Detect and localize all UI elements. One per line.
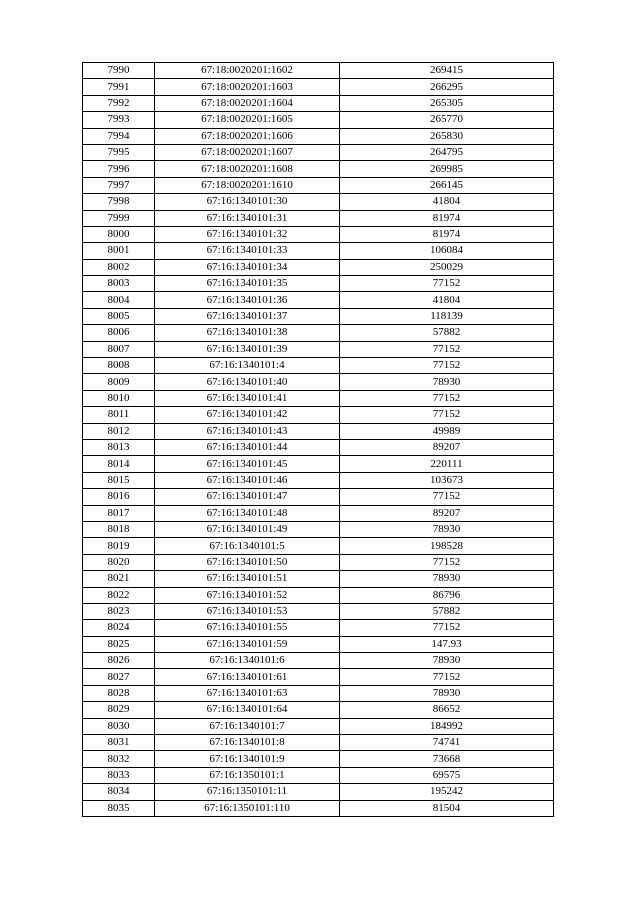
row-number-cell: 7993	[83, 112, 155, 128]
table-row	[83, 194, 554, 210]
value-cell: 77152	[340, 554, 554, 570]
row-number-cell: 8009	[83, 374, 155, 390]
value-cell: 78930	[340, 521, 554, 537]
cadastral-number-cell: 67:16:1340101:63	[155, 685, 340, 701]
cadastral-number-cell: 67:16:1340101:41	[155, 390, 340, 406]
cadastral-number-cell: 67:18:0020201:1602	[155, 63, 340, 79]
row-number-cell: 8019	[83, 538, 155, 554]
value-cell: 269985	[340, 161, 554, 177]
cadastral-number-cell: 67:18:0020201:1610	[155, 177, 340, 193]
cadastral-number-cell: 67:16:1340101:53	[155, 603, 340, 619]
table-row	[83, 653, 554, 669]
value-cell: 41804	[340, 292, 554, 308]
cadastral-number-cell: 67:16:1340101:42	[155, 407, 340, 423]
table-row	[83, 374, 554, 390]
cadastral-number-cell: 67:16:1340101:55	[155, 620, 340, 636]
row-number-cell: 7999	[83, 210, 155, 226]
value-cell: 106084	[340, 243, 554, 259]
row-number-cell: 8002	[83, 259, 155, 275]
table-row	[83, 505, 554, 521]
row-number-cell: 7997	[83, 177, 155, 193]
cadastral-number-cell: 67:16:1340101:38	[155, 325, 340, 341]
value-cell: 118139	[340, 308, 554, 324]
value-cell: 264795	[340, 144, 554, 160]
table-row	[83, 767, 554, 783]
row-number-cell: 8016	[83, 489, 155, 505]
cadastral-number-cell: 67:16:1340101:30	[155, 194, 340, 210]
row-number-cell: 7991	[83, 79, 155, 95]
value-cell: 78930	[340, 374, 554, 390]
table-row	[83, 554, 554, 570]
cadastral-number-cell: 67:16:1340101:43	[155, 423, 340, 439]
table-row	[83, 95, 554, 111]
table-body	[83, 63, 554, 817]
value-cell: 103673	[340, 472, 554, 488]
row-number-cell: 8026	[83, 653, 155, 669]
value-cell: 41804	[340, 194, 554, 210]
table-row	[83, 161, 554, 177]
row-number-cell: 8006	[83, 325, 155, 341]
table-row	[83, 439, 554, 455]
row-number-cell: 8021	[83, 571, 155, 587]
row-number-cell: 7990	[83, 63, 155, 79]
cadastral-number-cell: 67:16:1340101:49	[155, 521, 340, 537]
cadastral-number-cell: 67:18:0020201:1607	[155, 144, 340, 160]
row-number-cell: 8022	[83, 587, 155, 603]
value-cell: 57882	[340, 325, 554, 341]
value-cell: 78930	[340, 571, 554, 587]
value-cell: 86652	[340, 702, 554, 718]
table-row	[83, 489, 554, 505]
row-number-cell: 8017	[83, 505, 155, 521]
row-number-cell: 8024	[83, 620, 155, 636]
table-row	[83, 735, 554, 751]
value-cell: 77152	[340, 358, 554, 374]
row-number-cell: 8001	[83, 243, 155, 259]
table-row	[83, 128, 554, 144]
cadastral-number-cell: 67:16:1350101:11	[155, 784, 340, 800]
cadastral-number-cell: 67:16:1340101:32	[155, 226, 340, 242]
cadastral-number-cell: 67:16:1340101:34	[155, 259, 340, 275]
table-row	[83, 79, 554, 95]
table-row	[83, 456, 554, 472]
cadastral-number-cell: 67:16:1340101:44	[155, 439, 340, 455]
cadastral-number-cell: 67:16:1340101:31	[155, 210, 340, 226]
cadastral-number-cell: 67:16:1340101:37	[155, 308, 340, 324]
value-cell: 77152	[340, 407, 554, 423]
value-cell: 77152	[340, 669, 554, 685]
row-number-cell: 7996	[83, 161, 155, 177]
value-cell: 266295	[340, 79, 554, 95]
table-row	[83, 620, 554, 636]
row-number-cell: 8013	[83, 439, 155, 455]
value-cell: 81974	[340, 226, 554, 242]
row-number-cell: 8023	[83, 603, 155, 619]
cadastral-number-cell: 67:16:1340101:7	[155, 718, 340, 734]
row-number-cell: 7992	[83, 95, 155, 111]
row-number-cell: 8035	[83, 800, 155, 816]
value-cell: 57882	[340, 603, 554, 619]
table-row	[83, 63, 554, 79]
table-row	[83, 538, 554, 554]
cadastral-number-cell: 67:16:1340101:59	[155, 636, 340, 652]
value-cell: 184992	[340, 718, 554, 734]
row-number-cell: 8030	[83, 718, 155, 734]
cadastral-number-cell: 67:16:1340101:6	[155, 653, 340, 669]
cadastral-number-cell: 67:16:1340101:47	[155, 489, 340, 505]
value-cell: 250029	[340, 259, 554, 275]
table-row	[83, 407, 554, 423]
table-row	[83, 112, 554, 128]
cadastral-number-cell: 67:16:1350101:1	[155, 767, 340, 783]
row-number-cell: 7994	[83, 128, 155, 144]
value-cell: 69575	[340, 767, 554, 783]
value-cell: 49989	[340, 423, 554, 439]
value-cell: 77152	[340, 489, 554, 505]
row-number-cell: 8029	[83, 702, 155, 718]
cadastral-number-cell: 67:16:1340101:45	[155, 456, 340, 472]
value-cell: 198528	[340, 538, 554, 554]
row-number-cell: 8012	[83, 423, 155, 439]
table-row	[83, 636, 554, 652]
row-number-cell: 8000	[83, 226, 155, 242]
cadastral-number-cell: 67:16:1340101:40	[155, 374, 340, 390]
value-cell: 266145	[340, 177, 554, 193]
table-row	[83, 259, 554, 275]
table-row	[83, 587, 554, 603]
cadastral-number-cell: 67:16:1340101:5	[155, 538, 340, 554]
value-cell: 265830	[340, 128, 554, 144]
row-number-cell: 8028	[83, 685, 155, 701]
cadastral-number-cell: 67:16:1340101:50	[155, 554, 340, 570]
row-number-cell: 8033	[83, 767, 155, 783]
cadastral-number-cell: 67:16:1340101:36	[155, 292, 340, 308]
value-cell: 77152	[340, 276, 554, 292]
table-row	[83, 358, 554, 374]
value-cell: 77152	[340, 390, 554, 406]
table-row	[83, 226, 554, 242]
cadastral-number-cell: 67:16:1350101:110	[155, 800, 340, 816]
table-row	[83, 423, 554, 439]
table-row	[83, 276, 554, 292]
value-cell: 81504	[340, 800, 554, 816]
cadastral-number-cell: 67:18:0020201:1608	[155, 161, 340, 177]
row-number-cell: 8031	[83, 735, 155, 751]
value-cell: 77152	[340, 341, 554, 357]
cadastral-number-cell: 67:16:1340101:35	[155, 276, 340, 292]
row-number-cell: 8010	[83, 390, 155, 406]
row-number-cell: 8011	[83, 407, 155, 423]
cadastral-number-cell: 67:18:0020201:1605	[155, 112, 340, 128]
row-number-cell: 8005	[83, 308, 155, 324]
table-row	[83, 571, 554, 587]
value-cell: 89207	[340, 439, 554, 455]
table-row	[83, 685, 554, 701]
value-cell: 269415	[340, 63, 554, 79]
table-row	[83, 669, 554, 685]
cadastral-number-cell: 67:16:1340101:64	[155, 702, 340, 718]
value-cell: 77152	[340, 620, 554, 636]
cadastral-number-cell: 67:16:1340101:46	[155, 472, 340, 488]
value-cell: 78930	[340, 685, 554, 701]
row-number-cell: 8004	[83, 292, 155, 308]
row-number-cell: 8020	[83, 554, 155, 570]
table-row	[83, 702, 554, 718]
value-cell: 265770	[340, 112, 554, 128]
table-row	[83, 341, 554, 357]
row-number-cell: 8032	[83, 751, 155, 767]
table-row	[83, 472, 554, 488]
table-row	[83, 603, 554, 619]
cadastral-number-cell: 67:16:1340101:4	[155, 358, 340, 374]
cadastral-number-cell: 67:16:1340101:48	[155, 505, 340, 521]
value-cell: 81974	[340, 210, 554, 226]
value-cell: 220111	[340, 456, 554, 472]
row-number-cell: 8027	[83, 669, 155, 685]
cadastral-number-cell: 67:16:1340101:39	[155, 341, 340, 357]
table-row	[83, 521, 554, 537]
value-cell: 89207	[340, 505, 554, 521]
value-cell: 78930	[340, 653, 554, 669]
table-row	[83, 784, 554, 800]
cadastral-number-cell: 67:16:1340101:61	[155, 669, 340, 685]
cadastral-number-cell: 67:16:1340101:8	[155, 735, 340, 751]
row-number-cell: 8014	[83, 456, 155, 472]
cadastral-number-cell: 67:16:1340101:33	[155, 243, 340, 259]
cadastral-number-cell: 67:16:1340101:51	[155, 571, 340, 587]
table-row	[83, 292, 554, 308]
value-cell: 73668	[340, 751, 554, 767]
table-row	[83, 144, 554, 160]
table-row	[83, 751, 554, 767]
cadastral-number-cell: 67:16:1340101:52	[155, 587, 340, 603]
cadastral-number-cell: 67:18:0020201:1603	[155, 79, 340, 95]
value-cell: 195242	[340, 784, 554, 800]
cadastral-number-cell: 67:16:1340101:9	[155, 751, 340, 767]
cadastral-number-cell: 67:18:0020201:1606	[155, 128, 340, 144]
table-row	[83, 210, 554, 226]
table-row	[83, 718, 554, 734]
value-cell: 265305	[340, 95, 554, 111]
row-number-cell: 8003	[83, 276, 155, 292]
table-row	[83, 243, 554, 259]
table-row	[83, 800, 554, 816]
cadastral-number-cell: 67:18:0020201:1604	[155, 95, 340, 111]
row-number-cell: 8015	[83, 472, 155, 488]
row-number-cell: 7995	[83, 144, 155, 160]
row-number-cell: 7998	[83, 194, 155, 210]
value-cell: 147.93	[340, 636, 554, 652]
table-row	[83, 308, 554, 324]
value-cell: 86796	[340, 587, 554, 603]
data-table	[82, 62, 554, 817]
table-row	[83, 325, 554, 341]
value-cell: 74741	[340, 735, 554, 751]
row-number-cell: 8025	[83, 636, 155, 652]
table-row	[83, 390, 554, 406]
row-number-cell: 8018	[83, 521, 155, 537]
row-number-cell: 8034	[83, 784, 155, 800]
row-number-cell: 8007	[83, 341, 155, 357]
row-number-cell: 8008	[83, 358, 155, 374]
table-row	[83, 177, 554, 193]
